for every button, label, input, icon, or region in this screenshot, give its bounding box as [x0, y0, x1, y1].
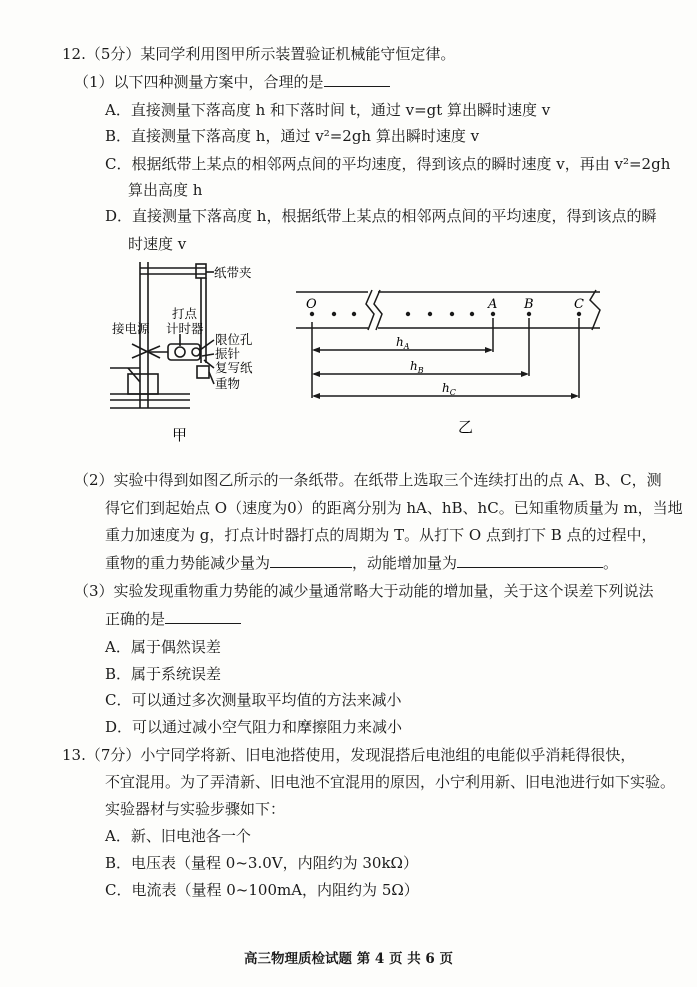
q12-option-a: A．直接测量下落高度 h 和下落时间 t，通过 v=gt 算出瞬时速度 v — [105, 101, 551, 119]
label-power: 接电源 — [112, 321, 150, 336]
point-c-label: C — [574, 297, 584, 312]
q13-item-b: B．电压表（量程 0~3.0V，内阻约为 30kΩ） — [105, 854, 418, 872]
q12-title: 12.（5分）某同学利用图甲所示装置验证机械能守恒定律。 — [62, 45, 456, 63]
answer-blank-2[interactable] — [270, 553, 352, 568]
q12-part2-line4-text2: ，动能增加量为 — [352, 554, 458, 572]
point-a-label: A — [488, 297, 498, 312]
q12-option-b: B．直接测量下落高度 h，通过 v²=2gh 算出瞬时速度 v — [105, 127, 480, 145]
q12-part2-line4-text3: 。 — [603, 554, 619, 572]
q12-part1-text: （1）以下四种测量方案中，合理的是 — [74, 73, 324, 91]
figure-yi — [290, 280, 620, 440]
label-needle: 振针 — [215, 346, 241, 361]
q12-part1-stem — [74, 72, 390, 92]
q12-part2-line1: （2）实验中得到如图乙所示的一条纸带。在纸带上选取三个连续打出的点 A、B、C，测 — [74, 471, 662, 489]
q12-part3-option-d: D．可以通过减小空气阻力和摩擦阻力来减小 — [105, 718, 403, 736]
page-footer: 高三物理质检试题 第 4 页 共 6 页 — [244, 951, 453, 967]
q12-part2-line4 — [105, 553, 618, 573]
q12-option-d-line2: 时速度 v — [128, 235, 187, 253]
h-a-label: $h_A$ — [396, 335, 410, 351]
q12-part3-option-c: C．可以通过多次测量取平均值的方法来减小 — [105, 691, 402, 709]
point-b-label: B — [524, 297, 534, 312]
label-paper-clip: 纸带夹 — [214, 265, 252, 280]
q12-part3-line2 — [105, 609, 241, 629]
figure-jia — [110, 258, 280, 448]
q12-part2-line3: 重力加速度为 g，打点计时器打点的周期为 T。从打下 O 点到打下 B 点的过程中， — [105, 526, 657, 544]
label-weight: 重物 — [215, 376, 241, 391]
figure-jia-caption: 甲 — [172, 426, 188, 444]
label-timer-2: 计时器 — [166, 321, 204, 336]
answer-blank-3[interactable] — [457, 553, 603, 568]
q12-part3-line2-text: 正确的是 — [105, 610, 166, 628]
answer-blank-4[interactable] — [165, 609, 241, 624]
q13-line3: 实验器材与实验步骤如下： — [105, 800, 286, 818]
q12-option-c-line2: 算出高度 h — [128, 181, 203, 199]
q12-part3-option-a: A．属于偶然误差 — [105, 638, 221, 656]
h-b-label: $h_B$ — [410, 359, 424, 375]
label-timer-1: 打点 — [172, 306, 198, 321]
q12-part2-line4-text1: 重物的重力势能减少量为 — [105, 554, 271, 572]
q12-part3-line1: （3）实验发现重物重力势能的减少量通常略大于动能的增加量，关于这个误差下列说法 — [74, 582, 654, 600]
q13-item-c: C．电流表（量程 0~100mA，内阻约为 5Ω） — [105, 881, 419, 899]
h-c-label: $h_C$ — [442, 381, 456, 397]
q12-option-d-line1: D．直接测量下落高度 h，根据纸带上某点的相邻两点间的平均速度，得到该点的瞬 — [105, 207, 657, 225]
q13-item-a: A．新、旧电池各一个 — [105, 827, 251, 845]
q13-line1: 13.（7分）小宁同学将新、旧电池搭使用，发现混搭后电池组的电能似乎消耗得很快， — [62, 746, 636, 764]
q12-part2-line2: 得它们到起始点 O（速度为0）的距离分别为 hA、hB、hC。已知重物质量为 m，当地 — [105, 499, 683, 517]
q12-option-c-line1: C．根据纸带上某点的相邻两点间的平均速度，得到该点的瞬时速度 v，再由 v²=2gh — [105, 155, 671, 173]
point-o-label: O — [306, 297, 317, 312]
label-limit-hole: 限位孔 — [215, 332, 253, 347]
label-carbon-paper: 复写纸 — [215, 360, 253, 375]
answer-blank-1[interactable] — [324, 72, 390, 87]
q13-line2: 不宜混用。为了弄清新、旧电池不宜混用的原因，小宁利用新、旧电池进行如下实验。 — [105, 773, 676, 791]
q12-part3-option-b: B．属于系统误差 — [105, 665, 222, 683]
figure-yi-caption: 乙 — [458, 418, 474, 436]
